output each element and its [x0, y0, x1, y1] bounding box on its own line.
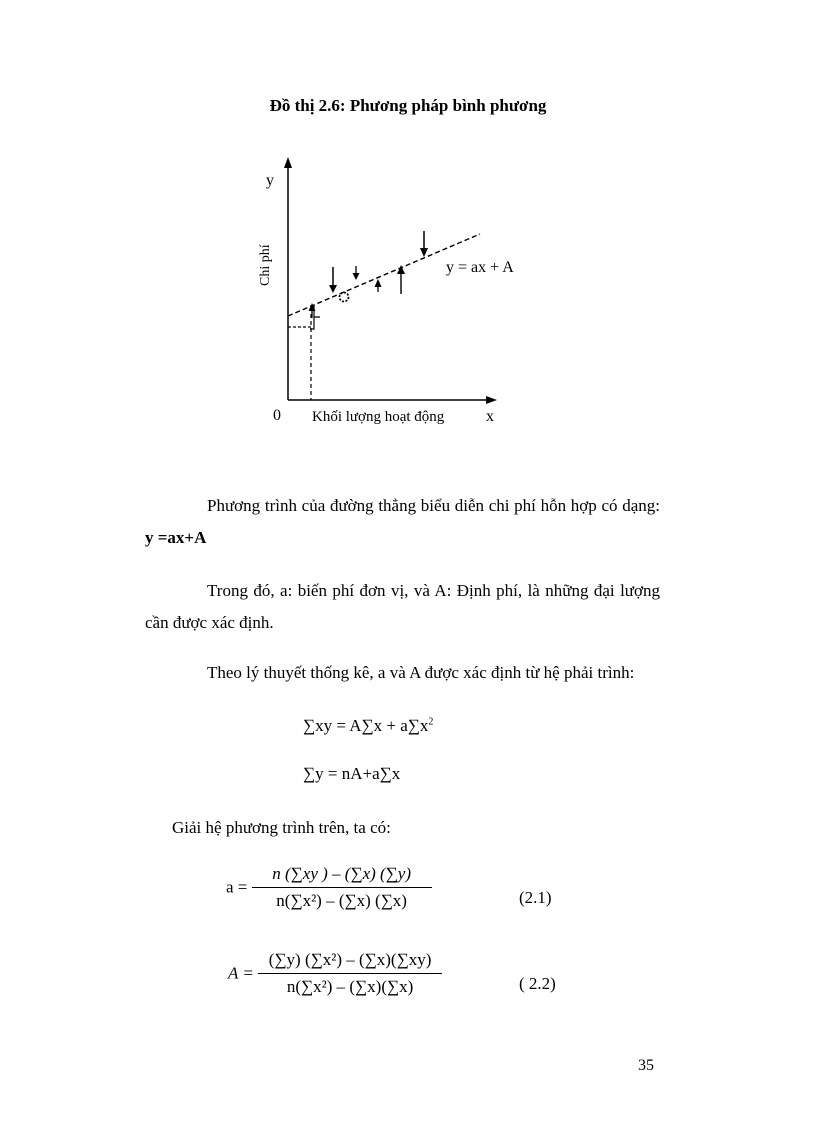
deviation-arrow-down-1	[329, 267, 337, 293]
formula-A-numerator: (∑y) (∑x²) – (∑x)(∑xy)	[268, 950, 432, 969]
formula-a-denominator: n(∑x²) – (∑x) (∑x)	[252, 887, 432, 911]
system-equation-2: ∑y = nA+a∑x	[303, 764, 401, 783]
x-axis-letter: x	[486, 408, 494, 425]
regression-line-label: y = ax + A	[446, 259, 514, 276]
formula-a-tag: (2.1)	[519, 888, 552, 907]
formula-a	[226, 864, 432, 911]
paragraph-definitions: Trong đó, a: biến phí đơn vị, và A: Định phí, là những đại lượng cần được xác định.	[145, 581, 660, 632]
paragraph-statistics: Theo lý thuyết thống kê, a và A được xác định từ hệ phải trình:	[207, 663, 635, 682]
x-axis-label: Khối lượng hoạt động	[312, 409, 445, 425]
x-axis-arrow	[486, 396, 497, 404]
y-axis-arrow	[284, 157, 292, 168]
paragraph-solve: Giải hệ phương trình trên, ta có:	[172, 818, 391, 837]
formula-A-tag: ( 2.2)	[519, 974, 556, 993]
page-number: 35	[638, 1057, 654, 1074]
formula-A-fraction	[258, 950, 442, 997]
paragraph-text: Phương trình của đường thẳng biểu diễn chi phí hỗn hợp có dạng:	[207, 496, 660, 515]
formula-a-fraction	[252, 864, 432, 911]
y-axis-letter: y	[266, 172, 274, 189]
line-equation: y =ax+A	[145, 528, 207, 547]
formula-A-lhs: A =	[228, 963, 254, 983]
deviation-arrow-down-2	[353, 266, 360, 280]
formula-A	[228, 950, 442, 997]
y-axis-label: Chi phí	[258, 244, 273, 286]
system-equation-1-main: ∑xy = A∑x + a∑x	[303, 716, 429, 735]
system-equation-1	[303, 716, 433, 736]
cost-chart	[240, 152, 540, 442]
formula-a-numerator: n (∑xy ) – (∑x) (∑y)	[272, 864, 412, 883]
deviation-arrow-up-1	[375, 279, 382, 292]
figure-title: Đồ thị 2.6: Phương pháp bình phương	[269, 96, 547, 115]
formula-a-lhs: a =	[226, 877, 248, 897]
formula-A-denominator: n(∑x²) – (∑x)(∑x)	[258, 973, 442, 997]
deviation-arrow-up-2	[397, 265, 405, 294]
paragraph-line-equation	[145, 490, 660, 554]
origin-label: 0	[273, 407, 281, 424]
system-equation-1-exponent: 2	[428, 716, 434, 728]
deviation-arrow-down-3	[420, 231, 428, 257]
